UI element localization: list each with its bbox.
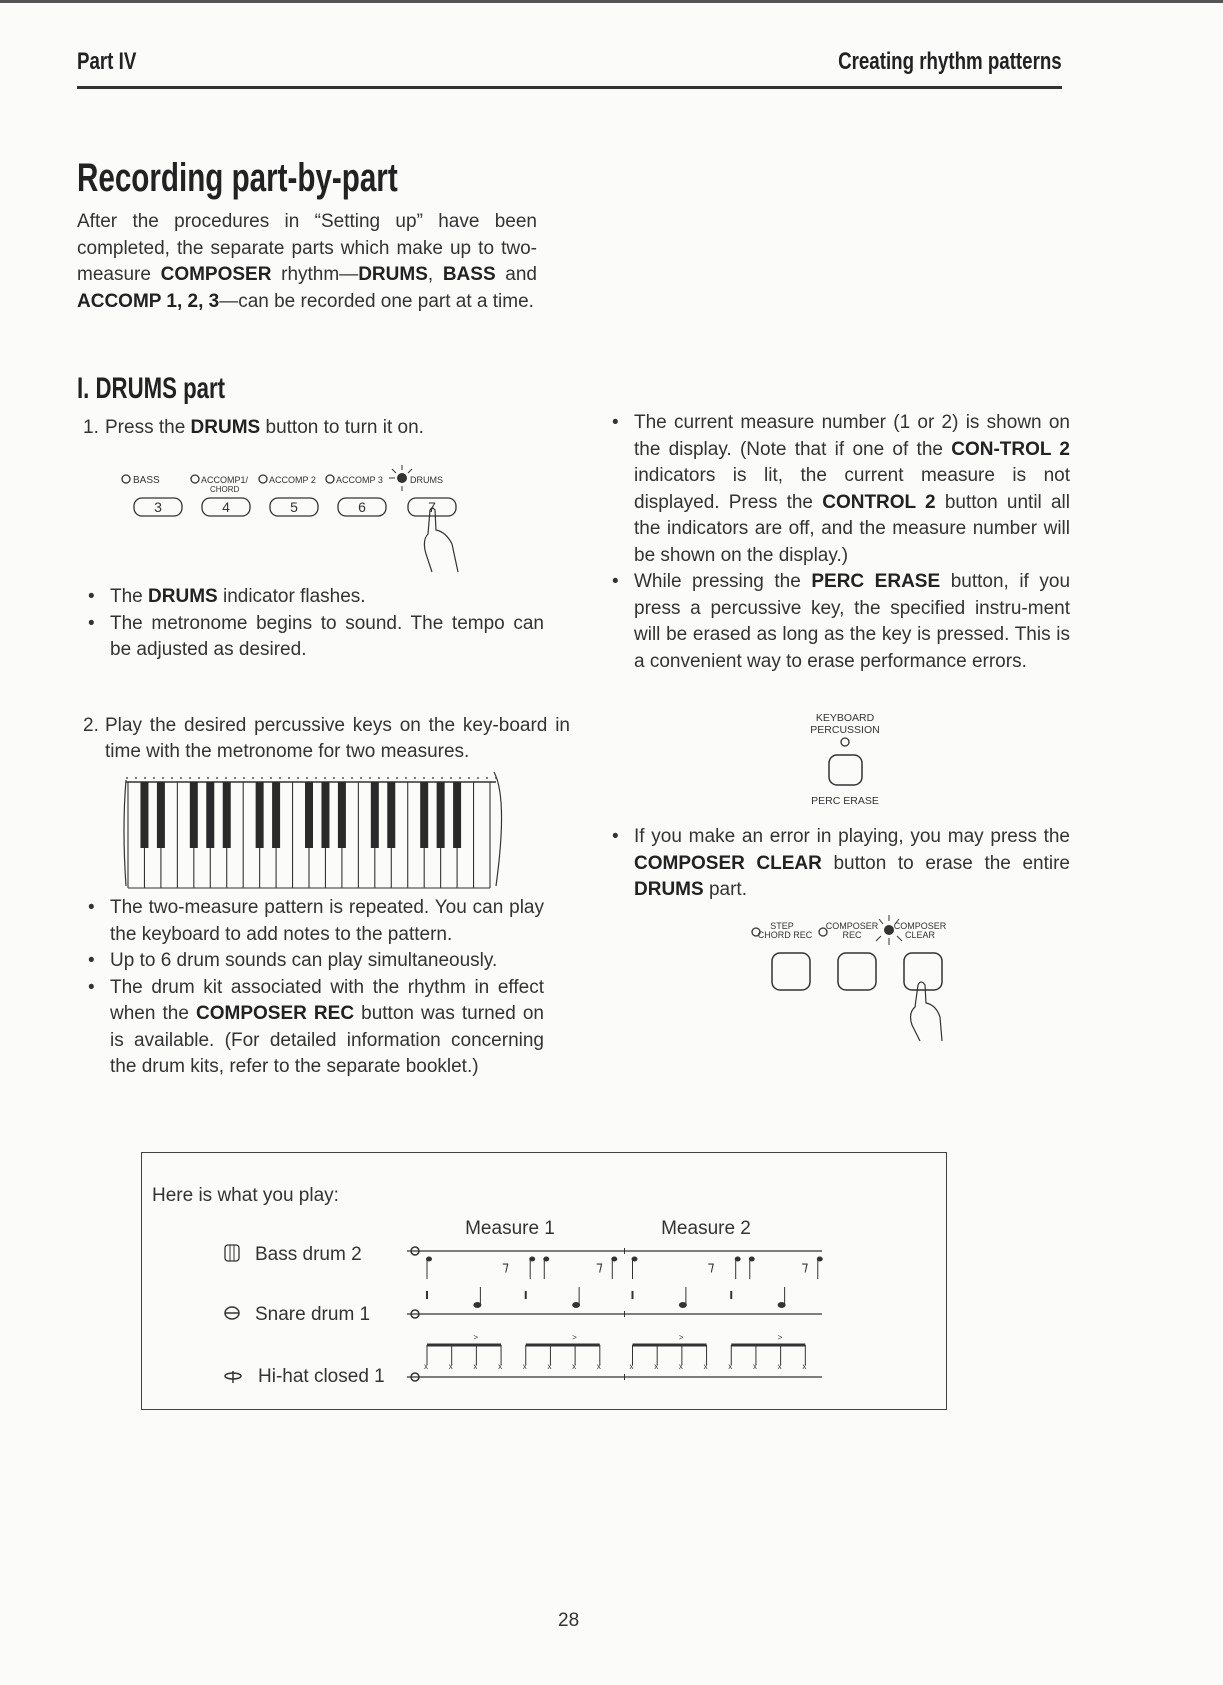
text: button to turn it on.: [260, 417, 424, 438]
bass-notehead: [612, 1257, 617, 1261]
black-key: [437, 782, 445, 848]
step-label: STEP: [770, 921, 794, 931]
button-number: 4: [222, 499, 230, 515]
bass-notehead: [735, 1257, 740, 1261]
bass-drum-label: Bass drum 2: [255, 1244, 362, 1265]
bass-rest: ⁊: [801, 1258, 809, 1274]
keyboard-percussion-indicator: [841, 738, 849, 746]
composer-clear-label: COMPOSER: [893, 921, 947, 931]
perc-erase-button[interactable]: [829, 755, 862, 785]
snare-drum-label: Snare drum 1: [255, 1304, 371, 1325]
bold-text: DRUMS: [148, 586, 218, 607]
chord-rec-label: CHORD REC: [757, 930, 813, 940]
snare-notehead: [778, 1303, 785, 1308]
text: and: [495, 264, 537, 285]
section-heading: I. DRUMS part: [77, 372, 226, 405]
accomp3-indicator: [326, 475, 334, 483]
list-item: [84, 584, 544, 611]
accomp3-label: ACCOMP 3: [336, 475, 383, 485]
hihat-x-notehead: x: [522, 1362, 527, 1371]
text: Play the desired percussive keys on the key-board in time with the metronome for two measures.: [105, 714, 570, 762]
button-number: 7: [428, 499, 436, 515]
text: part.: [703, 879, 747, 900]
composer-clear-button[interactable]: [904, 953, 942, 990]
black-key: [157, 782, 165, 848]
list-item: [84, 611, 544, 664]
hihat-x-notehead: x: [448, 1362, 453, 1371]
hihat-x-notehead: x: [752, 1362, 757, 1371]
button-number: 5: [290, 499, 298, 515]
bass-notehead: [530, 1257, 535, 1261]
drums-indicator-lit: [397, 473, 407, 483]
bass-notehead: [427, 1257, 432, 1261]
step-number: 1.: [83, 417, 99, 438]
chord-label: CHORD: [210, 485, 240, 494]
black-key: [321, 782, 329, 848]
scan-edge: [0, 0, 1223, 3]
text: Up to 6 drum sounds can play simultaneously.: [110, 950, 498, 971]
bold-text: DRUMS: [190, 417, 261, 438]
text: button, if you press a percussive key, the specified instru-ment will be erased as long as the key is pressed. This is a convenient way to erase performance errors.: [634, 571, 1071, 672]
hihat-x-notehead: x: [629, 1362, 634, 1371]
composer-rec-label: COMPOSER: [825, 921, 879, 931]
pressing-hand-icon: [911, 982, 942, 1041]
rec-label: REC: [842, 930, 862, 940]
right-bullet-clear: [608, 824, 1070, 904]
page-number: 28: [558, 1610, 580, 1631]
accomp2-label: ACCOMP 2: [269, 475, 316, 485]
accent-mark: >: [473, 1333, 479, 1342]
bass-rest: ⁊: [502, 1258, 510, 1274]
black-key: [190, 782, 198, 848]
hihat-x-notehead: x: [654, 1362, 659, 1371]
header-part: Part IV: [77, 48, 137, 75]
bullets-step2: [84, 895, 544, 1081]
part-buttons-diagram: [120, 462, 470, 574]
black-key: [420, 782, 428, 848]
list-item: [84, 975, 544, 1081]
measure-2-label: Measure 2: [661, 1218, 751, 1239]
button-number: 6: [358, 499, 366, 515]
list-item: [84, 948, 544, 975]
bass-indicator: [122, 475, 130, 483]
text: The: [110, 586, 149, 607]
hihat-x-notehead: x: [703, 1362, 708, 1371]
perc-erase-label: PERC ERASE: [811, 795, 879, 807]
hi-hat-icon: [225, 1371, 241, 1383]
bold-text: COMPOSER: [160, 264, 272, 285]
header-section: Creating rhythm patterns: [838, 48, 1062, 75]
example-intro: Here is what you play:: [152, 1185, 339, 1206]
snare-drum-icon: [225, 1307, 239, 1319]
hihat-x-notehead: x: [777, 1362, 782, 1371]
right-bullets: [608, 410, 1070, 675]
step-2: [77, 713, 570, 766]
bass-rest: ⁊: [595, 1258, 603, 1274]
black-key: [256, 782, 264, 848]
composer-rec-button[interactable]: [838, 953, 876, 990]
perc-erase-diagram: [790, 710, 900, 810]
hihat-x-notehead: x: [728, 1362, 733, 1371]
text: The two-measure pattern is repeated. You can play the keyboard to add notes to the pattern.: [110, 897, 544, 945]
bullets-step1: [84, 584, 544, 664]
hihat-x-notehead: x: [424, 1362, 428, 1371]
hihat-x-notehead: x: [572, 1362, 577, 1371]
bass-drum-icon: [225, 1245, 239, 1261]
snare-notehead: [679, 1303, 686, 1308]
text: button was turned on is available. (For detailed information concerning the drum kits, refer to the separate booklet.): [110, 1003, 544, 1077]
black-key: [453, 782, 461, 848]
measure-1-label: Measure 1: [465, 1218, 555, 1239]
step-1: [77, 415, 575, 442]
header-rule: [77, 86, 1062, 89]
pressing-hand-icon: [424, 508, 458, 572]
text: rhythm—: [271, 264, 359, 285]
button-number: 3: [154, 499, 162, 515]
hihat-x-notehead: x: [802, 1362, 807, 1371]
drum-notation: [142, 1153, 946, 1409]
text: ,: [427, 264, 443, 285]
bold-text: CON-TROL 2: [951, 438, 1070, 460]
text: indicators is lit, the current measure is not displayed. Press the: [634, 465, 1070, 513]
text: indicator flashes.: [217, 586, 366, 607]
accent-mark: >: [678, 1333, 684, 1342]
list-item: [608, 824, 1070, 904]
text: The drum kit associated with the rhythm in effect when the: [110, 976, 544, 1024]
text: Press the: [105, 417, 191, 438]
snare-notehead: [474, 1303, 481, 1308]
accent-mark: >: [572, 1333, 577, 1342]
accomp2-indicator: [259, 475, 267, 483]
clear-label: CLEAR: [904, 930, 936, 940]
text: If you make an error in playing, you may press the: [634, 826, 1070, 847]
list-item: [608, 410, 1070, 569]
text: The metronome begins to sound. The tempo can be adjusted as desired.: [110, 612, 544, 660]
black-key: [305, 782, 313, 848]
black-key: [206, 782, 214, 848]
percussion-label: PERCUSSION: [810, 724, 880, 736]
page-title: Recording part-by-part: [77, 156, 398, 200]
black-key: [272, 782, 280, 848]
drums-label: DRUMS: [410, 475, 443, 485]
list-item: [84, 895, 544, 948]
hihat-x-notehead: x: [596, 1362, 601, 1371]
hihat-x-notehead: x: [678, 1362, 683, 1371]
accomp1-label: ACCOMP1/: [201, 475, 249, 485]
composer-clear-indicator-lit: [884, 925, 894, 935]
bass-notehead: [544, 1257, 549, 1261]
accent-mark: >: [777, 1333, 783, 1342]
bold-text: COMPOSER REC: [196, 1003, 355, 1024]
black-key: [223, 782, 231, 848]
accomp1-indicator: [191, 475, 199, 483]
hi-hat-label: Hi-hat closed 1: [258, 1366, 385, 1387]
example-box: [141, 1152, 947, 1410]
text: The current measure number (1 or 2) is shown on the display. (Note that if one of the: [634, 412, 1070, 460]
hihat-x-notehead: x: [498, 1362, 503, 1371]
composer-buttons-diagram: [748, 905, 958, 1045]
bold-text: DRUMS: [634, 879, 704, 900]
text: While pressing the: [634, 571, 812, 592]
black-key: [387, 782, 395, 848]
text: After the procedures in “Setting up” have been completed, the separate parts which make up to two-measure: [77, 211, 537, 285]
bass-rest: ⁊: [707, 1258, 715, 1274]
bass-notehead: [632, 1257, 637, 1261]
keyboard-label: KEYBOARD: [815, 712, 875, 724]
intro-paragraph: [77, 209, 537, 315]
bold-text: BASS: [442, 264, 496, 285]
black-key: [140, 782, 148, 848]
text: —can be recorded one part at a time.: [219, 290, 534, 312]
bass-label: BASS: [133, 475, 160, 486]
bass-notehead: [817, 1257, 822, 1261]
bold-text: CONTROL 2: [822, 491, 936, 513]
black-key: [338, 782, 346, 848]
bold-text: COMPOSER CLEAR: [634, 852, 822, 874]
snare-notehead: [573, 1303, 580, 1308]
text: button to erase the entire: [821, 852, 1070, 874]
step-number: 2.: [83, 714, 99, 736]
bold-text: PERC ERASE: [811, 571, 941, 592]
hihat-x-notehead: x: [547, 1362, 552, 1371]
keyboard-illustration: [120, 768, 510, 894]
list-item: [608, 569, 1070, 675]
text: button until all the indicators are off, and the measure number will be shown on the display.): [634, 491, 1071, 566]
hihat-x-notehead: x: [473, 1362, 478, 1371]
bass-notehead: [749, 1257, 754, 1261]
step-chord-rec-button[interactable]: [772, 953, 810, 990]
black-key: [371, 782, 379, 848]
bold-text: DRUMS: [358, 264, 428, 285]
bold-text: ACCOMP 1, 2, 3: [77, 290, 220, 312]
